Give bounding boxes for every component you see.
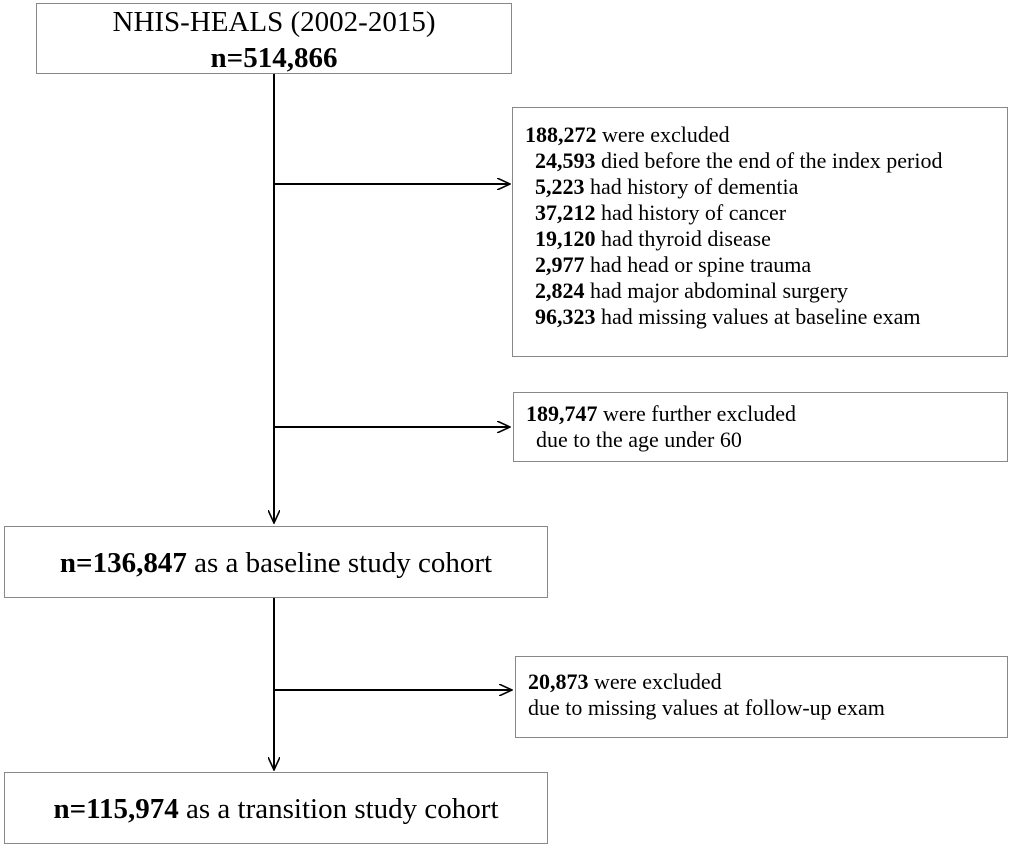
baseline-label: as a baseline study cohort bbox=[186, 547, 493, 579]
exclusion-item: 96,323 had missing values at baseline exam bbox=[535, 304, 921, 329]
exclusion-item: 19,120 had thyroid disease bbox=[535, 226, 771, 251]
exclusion-box-1 bbox=[512, 107, 1008, 357]
transition-label: as a transition study cohort bbox=[178, 793, 499, 825]
baseline-cohort-box bbox=[4, 526, 548, 598]
source-box bbox=[36, 3, 512, 74]
exclusion-box-3 bbox=[515, 656, 1008, 738]
exclusion-item: 5,223 had history of dementia bbox=[535, 174, 799, 199]
baseline-count: n=136,847 bbox=[59, 547, 187, 579]
transition-count: n=115,974 bbox=[53, 793, 179, 825]
exclusion-item: 37,212 had history of cancer bbox=[535, 200, 787, 225]
exclusion-item: 2,977 had head or spine trauma bbox=[535, 252, 812, 277]
exclusion-2-header: 189,747 were further excluded bbox=[526, 401, 797, 426]
exclusion-box-2 bbox=[513, 392, 1008, 462]
exclusion-1-header: 188,272 were excluded bbox=[525, 122, 730, 147]
transition-cohort-box bbox=[4, 772, 548, 844]
exclusion-item: 24,593 died before the end of the index period bbox=[535, 148, 943, 173]
exclusion-3-header: 20,873 were excluded bbox=[528, 669, 722, 694]
exclusion-2-reason: due to the age under 60 bbox=[536, 427, 742, 452]
exclusion-3-reason: due to missing values at follow-up exam bbox=[528, 695, 885, 720]
source-count: n=514,866 bbox=[210, 42, 338, 74]
exclusion-item: 2,824 had major abdominal surgery bbox=[535, 278, 849, 303]
source-title: NHIS-HEALS (2002-2015) bbox=[112, 6, 436, 38]
